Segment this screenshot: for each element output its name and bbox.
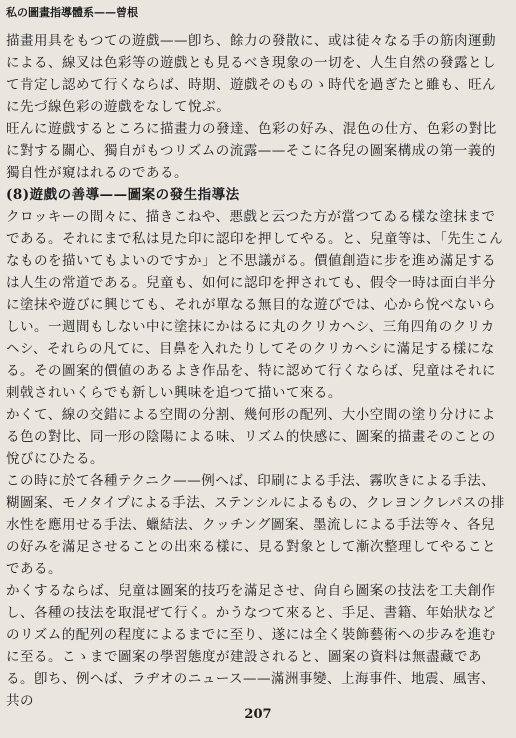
paragraph-6: かくするならば、兒童は圖案的技巧を滿足させ、尙自ら圖案の技法を工夫創作し、各種の技法を取混ぜて行く。かうなつて來ると、手足、書籍、年始狀などのリズム的配列の程度によるまでに至り、遂には全く裝飾藝術への步みを進むに至る。こゝまで圖案の學習態度が建設されると、圖案の資料は無盡藏である。卽ち、例へば、ラヂオのニュース——滿洲事變、上海事件、地震、風害、共の xyxy=(6,583,496,709)
body-text xyxy=(6,30,508,712)
paragraph-4: かくて、線の交錯による空間の分割、幾何形の配列、大小空間の塗り分けによる色の對比、同一形の陰陽による味、リズム的快感に、圖案的描畫そのことの悅びにひたる。 xyxy=(6,407,496,467)
paragraph-5: この時に於て各種テクニク——例へば、印刷による手法、霧吹きによる手法、糊圖案、モノタイプによる手法、ステンシルによるもの、クレヨンクレパスの排水性を應用せる手法、蠟結法、クッチング圖案、墨流しによる手法等々、各兒の好みを滿足させることの出來る樣に、見る對象として漸次整理してやることである。 xyxy=(6,473,505,577)
page-number: 207 xyxy=(244,707,272,722)
paragraph-3: クロッキーの間々に、描きこねや、悪戲と云つた方が當つてゐる樣な塗抹までである。それにまで私は見た印に認印を押してやる。と、兒童等は、「先生こんなものを描いてもよいのですか」と不思議がる。價値創造に步を進め滿足するは人生の常道である。兒童も、如何に認印を押されても、假令一時は面白半分に塗抹や遊びに興じても、それが單なる無目的な遊びでは、心から悅べないらしい。一週間もしない中に塗抹にかはるに丸のクリカヘシ、三角四角のクリカヘシ、それらの凡てに、目鼻を入れたりしてそのクリカヘシに滿足する樣になる。その圖案的價値のあるよき作品を、特に認めて行くならば、兒童はそれに刺戟されいくらでも新しい興味を追つて描いて來る。 xyxy=(6,209,504,401)
paragraph-1: 描畫用具をもつての遊戲——卽ち、餘力の發散に、或は徒々なる手の筋肉運動による、線叉は色彩等の遊戲とも見るべき現象の一切を、人生自然の發露として肯定し認めて行くならば、時期、遊戲そのものゝ時代を過ぎたと雖も、旺んに先づ線色彩の遊戲をなして悅ぶ。 xyxy=(6,33,496,115)
paragraph-2: 旺んに遊戲するところに描畫力の發達、色彩の好み、混色の仕方、色彩の對比に對する關心、獨自がもつリズムの流露——そこに各兒の圖案構成の第一義的獨自性が窺はれるのである。 xyxy=(6,121,497,181)
section-heading: (8)遊戲の善導——圖案の發生指導法 xyxy=(6,187,240,203)
running-header: 私の圖畫指導體系——曾根 xyxy=(6,6,138,19)
